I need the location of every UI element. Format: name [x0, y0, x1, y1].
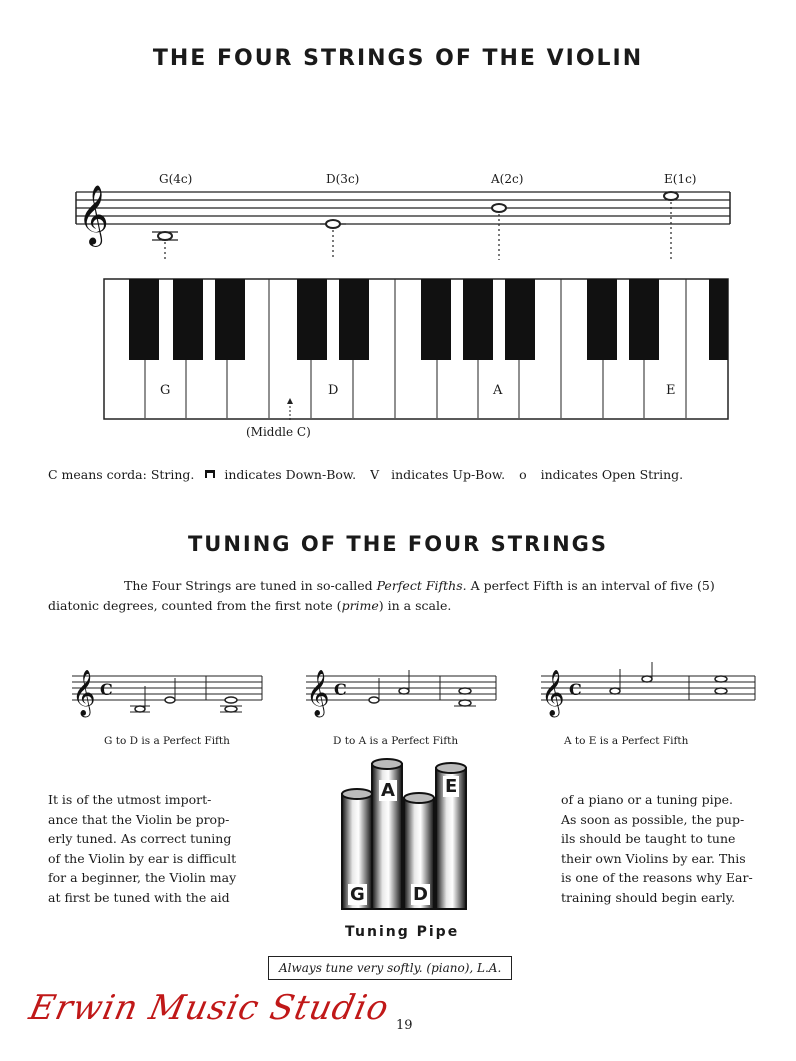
legend-down-bow: indicates Down-Bow.: [224, 467, 357, 482]
legend-open: indicates Open String.: [540, 467, 684, 482]
svg-text:𝄞: 𝄞: [306, 670, 330, 716]
pipe-label-g: G: [350, 884, 365, 905]
key-label-e: E: [666, 383, 676, 398]
note-label-a: A(2c): [491, 172, 524, 186]
section-title: TUNING OF THE FOUR STRINGS: [187, 532, 609, 556]
fifth-caption-da: D to A is a Perfect Fifth: [333, 735, 459, 747]
key-label-g: G: [160, 383, 171, 398]
intro-paragraph: The Four Strings are tuned in so-called Perfect Fifths. A perfect Fifth is an interval of five (5) diatonic degrees, counted from the first note (prime) in a scale.: [48, 578, 715, 613]
fifth-staff-gd: [66, 660, 266, 720]
left-column-text: It is of the utmost import- ance that the Violin be prop- erly tuned. As correct tuning of the Violin by ear is difficult for a beginner, the Violin may at first be tuned with the aid: [48, 792, 237, 905]
note-a: [492, 204, 506, 212]
svg-text:C: C: [100, 680, 113, 699]
pipe-label-e: E: [445, 776, 458, 797]
black-key: [421, 279, 451, 360]
black-key: [463, 279, 493, 360]
svg-text:𝄞: 𝄞: [541, 670, 565, 716]
black-key: [709, 279, 728, 360]
black-key: [297, 279, 327, 360]
fifth-caption-gd: G to D is a Perfect Fifth: [104, 735, 230, 747]
fifth-caption-ae: A to E is a Perfect Fifth: [564, 735, 689, 747]
up-bow-icon: V: [370, 467, 380, 482]
softly-note-box: Always tune very softly. (piano), L.A.: [268, 956, 512, 980]
svg-text:C: C: [334, 680, 347, 699]
key-label-d: D: [328, 383, 339, 398]
black-key: [629, 279, 659, 360]
note-label-e: E(1c): [664, 172, 697, 186]
black-key: [505, 279, 535, 360]
black-key: [173, 279, 203, 360]
note-e: [664, 192, 678, 200]
middle-c-arrow-icon: [284, 396, 296, 422]
right-column-text: of a piano or a tuning pipe. As soon as possible, the pup- ils should be taught to tune their own Violins by ear. This is one of the reasons why Ear- training should begin early.: [561, 792, 753, 905]
pipe-caption: Tuning Pipe: [345, 924, 460, 940]
down-bow-icon: [204, 467, 216, 482]
svg-text:𝄞: 𝄞: [72, 670, 96, 716]
legend: [48, 467, 768, 482]
black-key: [339, 279, 369, 360]
key-label-a: A: [493, 383, 503, 398]
page-title: THE FOUR STRINGS OF THE VIOLIN: [152, 46, 644, 71]
black-key: [587, 279, 617, 360]
note-label-g: G(4c): [159, 172, 193, 186]
open-string-icon: o: [519, 467, 527, 482]
fifth-staff-ae: [535, 660, 760, 720]
fifth-staff-da: [300, 660, 500, 720]
black-key: [129, 279, 159, 360]
middle-c-label: (Middle C): [246, 425, 311, 439]
pipe-label-a: A: [381, 780, 395, 801]
treble-clef-icon: 𝄞: [78, 185, 109, 245]
svg-text:C: C: [569, 680, 582, 699]
pipe-label-d: D: [413, 884, 428, 905]
note-g: [152, 232, 178, 240]
piano-keyboard: [103, 278, 729, 420]
studio-signature: Erwin Music Studio: [25, 988, 393, 1028]
note-label-d: D(3c): [326, 172, 360, 186]
legend-up-bow: indicates Up-Bow.: [391, 467, 506, 482]
note-d: [320, 220, 346, 228]
black-key: [215, 279, 245, 360]
page-number: 19: [396, 1018, 413, 1033]
legend-corda: C means corda: String.: [48, 467, 195, 482]
